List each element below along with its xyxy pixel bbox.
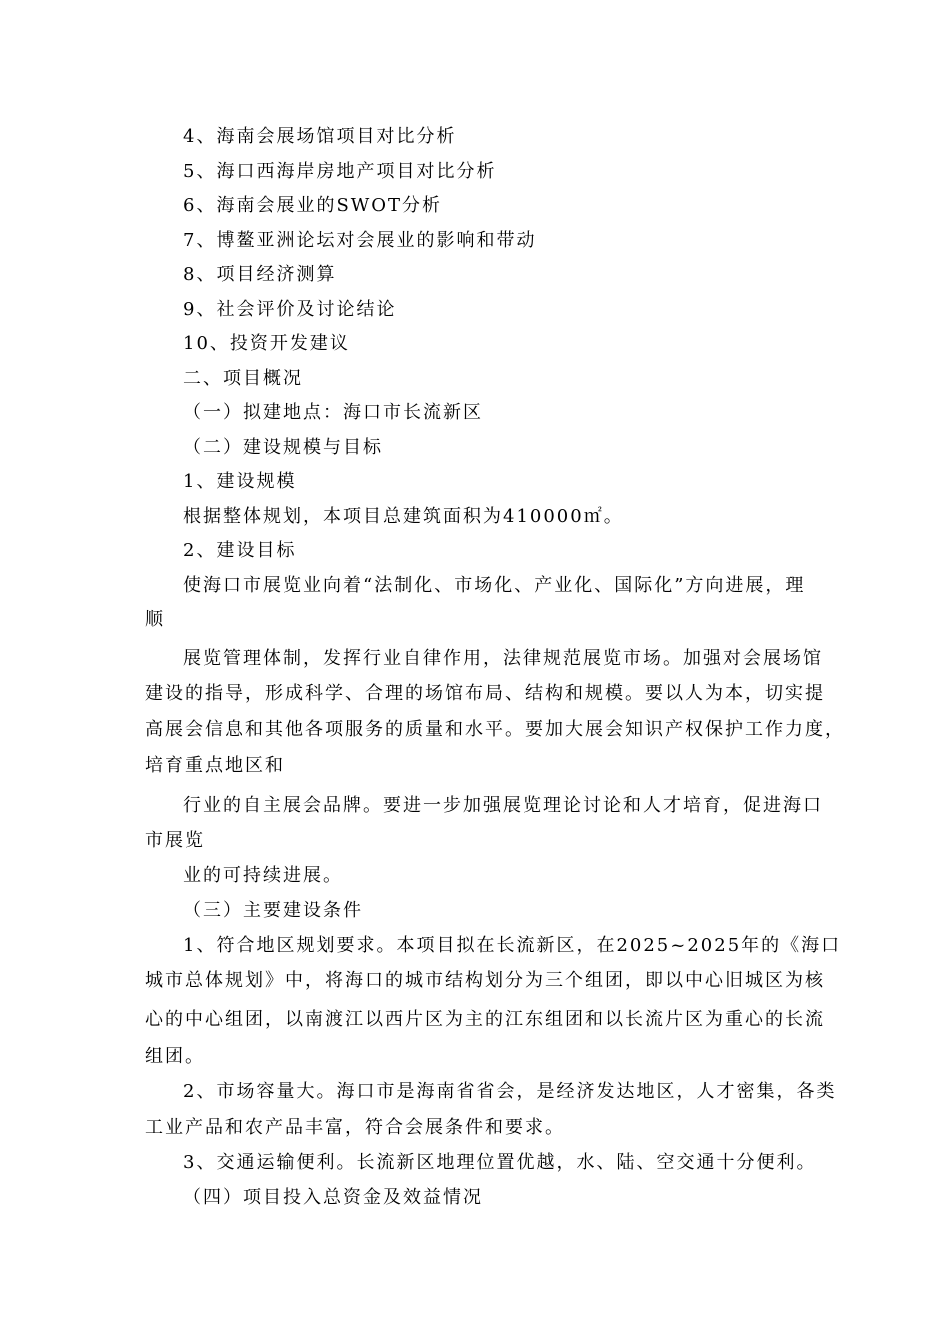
list-item-4: 4、海南会展场馆项目对比分析 [183, 126, 457, 147]
list-item-9: 9、社会评价及讨论结论 [183, 299, 397, 320]
paragraph-line: 心的中心组团，以南渡江以西片区为主的江东组团和以长流片区为重心的长流 [145, 1009, 825, 1030]
paragraph-line: 3、交通运输便利。长流新区地理位置优越，水、陆、空交通十分便利。 [183, 1152, 817, 1173]
paragraph-line: 根据整体规划，本项目总建筑面积为410000㎡。 [183, 506, 624, 527]
list-item-8: 8、项目经济测算 [183, 264, 337, 285]
paragraph-line: 市展览 [145, 830, 205, 851]
list-item-10: 10、投资开发建议 [183, 333, 350, 354]
paragraph-line: 工业产品和农产品丰富，符合会展条件和要求。 [145, 1117, 565, 1138]
paragraph-line: 建设的指导，形成科学、合理的场馆布局、结构和规模。要以人为本，切实提 [145, 683, 825, 704]
item-heading-scale: 1、建设规模 [183, 471, 297, 492]
list-item-6: 6、海南会展业的SWOT分析 [183, 195, 443, 216]
paragraph-line: 城市总体规划》中，将海口的城市结构划分为三个组团，即以中心旧城区为核 [145, 970, 825, 991]
item-heading-goal: 2、建设目标 [183, 540, 297, 561]
section-heading-2: 二、项目概况 [183, 368, 303, 389]
paragraph-line: 2、市场容量大。海口市是海南省省会，是经济发达地区，人才密集，各类 [183, 1081, 837, 1102]
paragraph-line: 业的可持续进展。 [183, 865, 343, 886]
paragraph-line: 行业的自主展会品牌。要进一步加强展览理论讨论和人才培育，促进海口 [183, 795, 823, 816]
subsection-heading-2: （二）建设规模与目标 [183, 437, 383, 458]
paragraph-line: 组团。 [145, 1046, 205, 1067]
paragraph-line: 顺 [145, 609, 165, 630]
paragraph-line: 1、符合地区规划要求。本项目拟在长流新区，在2025~2025年的《海口 [183, 935, 842, 956]
paragraph-line: 使海口市展览业向着“法制化、市场化、产业化、国际化”方向进展，理 [183, 575, 806, 596]
list-item-5: 5、海口西海岸房地产项目对比分析 [183, 161, 497, 182]
paragraph-line: 展览管理体制，发挥行业自律作用，法律规范展览市场。加强对会展场馆 [183, 648, 823, 669]
paragraph-line: 培育重点地区和 [145, 755, 285, 776]
paragraph-line: 高展会信息和其他各项服务的质量和水平。要加大展会知识产权保护工作力度， [145, 719, 845, 740]
list-item-7: 7、博鳌亚洲论坛对会展业的影响和带动 [183, 230, 537, 251]
subsection-heading-4: （四）项目投入总资金及效益情况 [183, 1187, 483, 1208]
subsection-heading-1: （一）拟建地点：海口市长流新区 [183, 402, 483, 423]
subsection-heading-3: （三）主要建设条件 [183, 900, 363, 921]
